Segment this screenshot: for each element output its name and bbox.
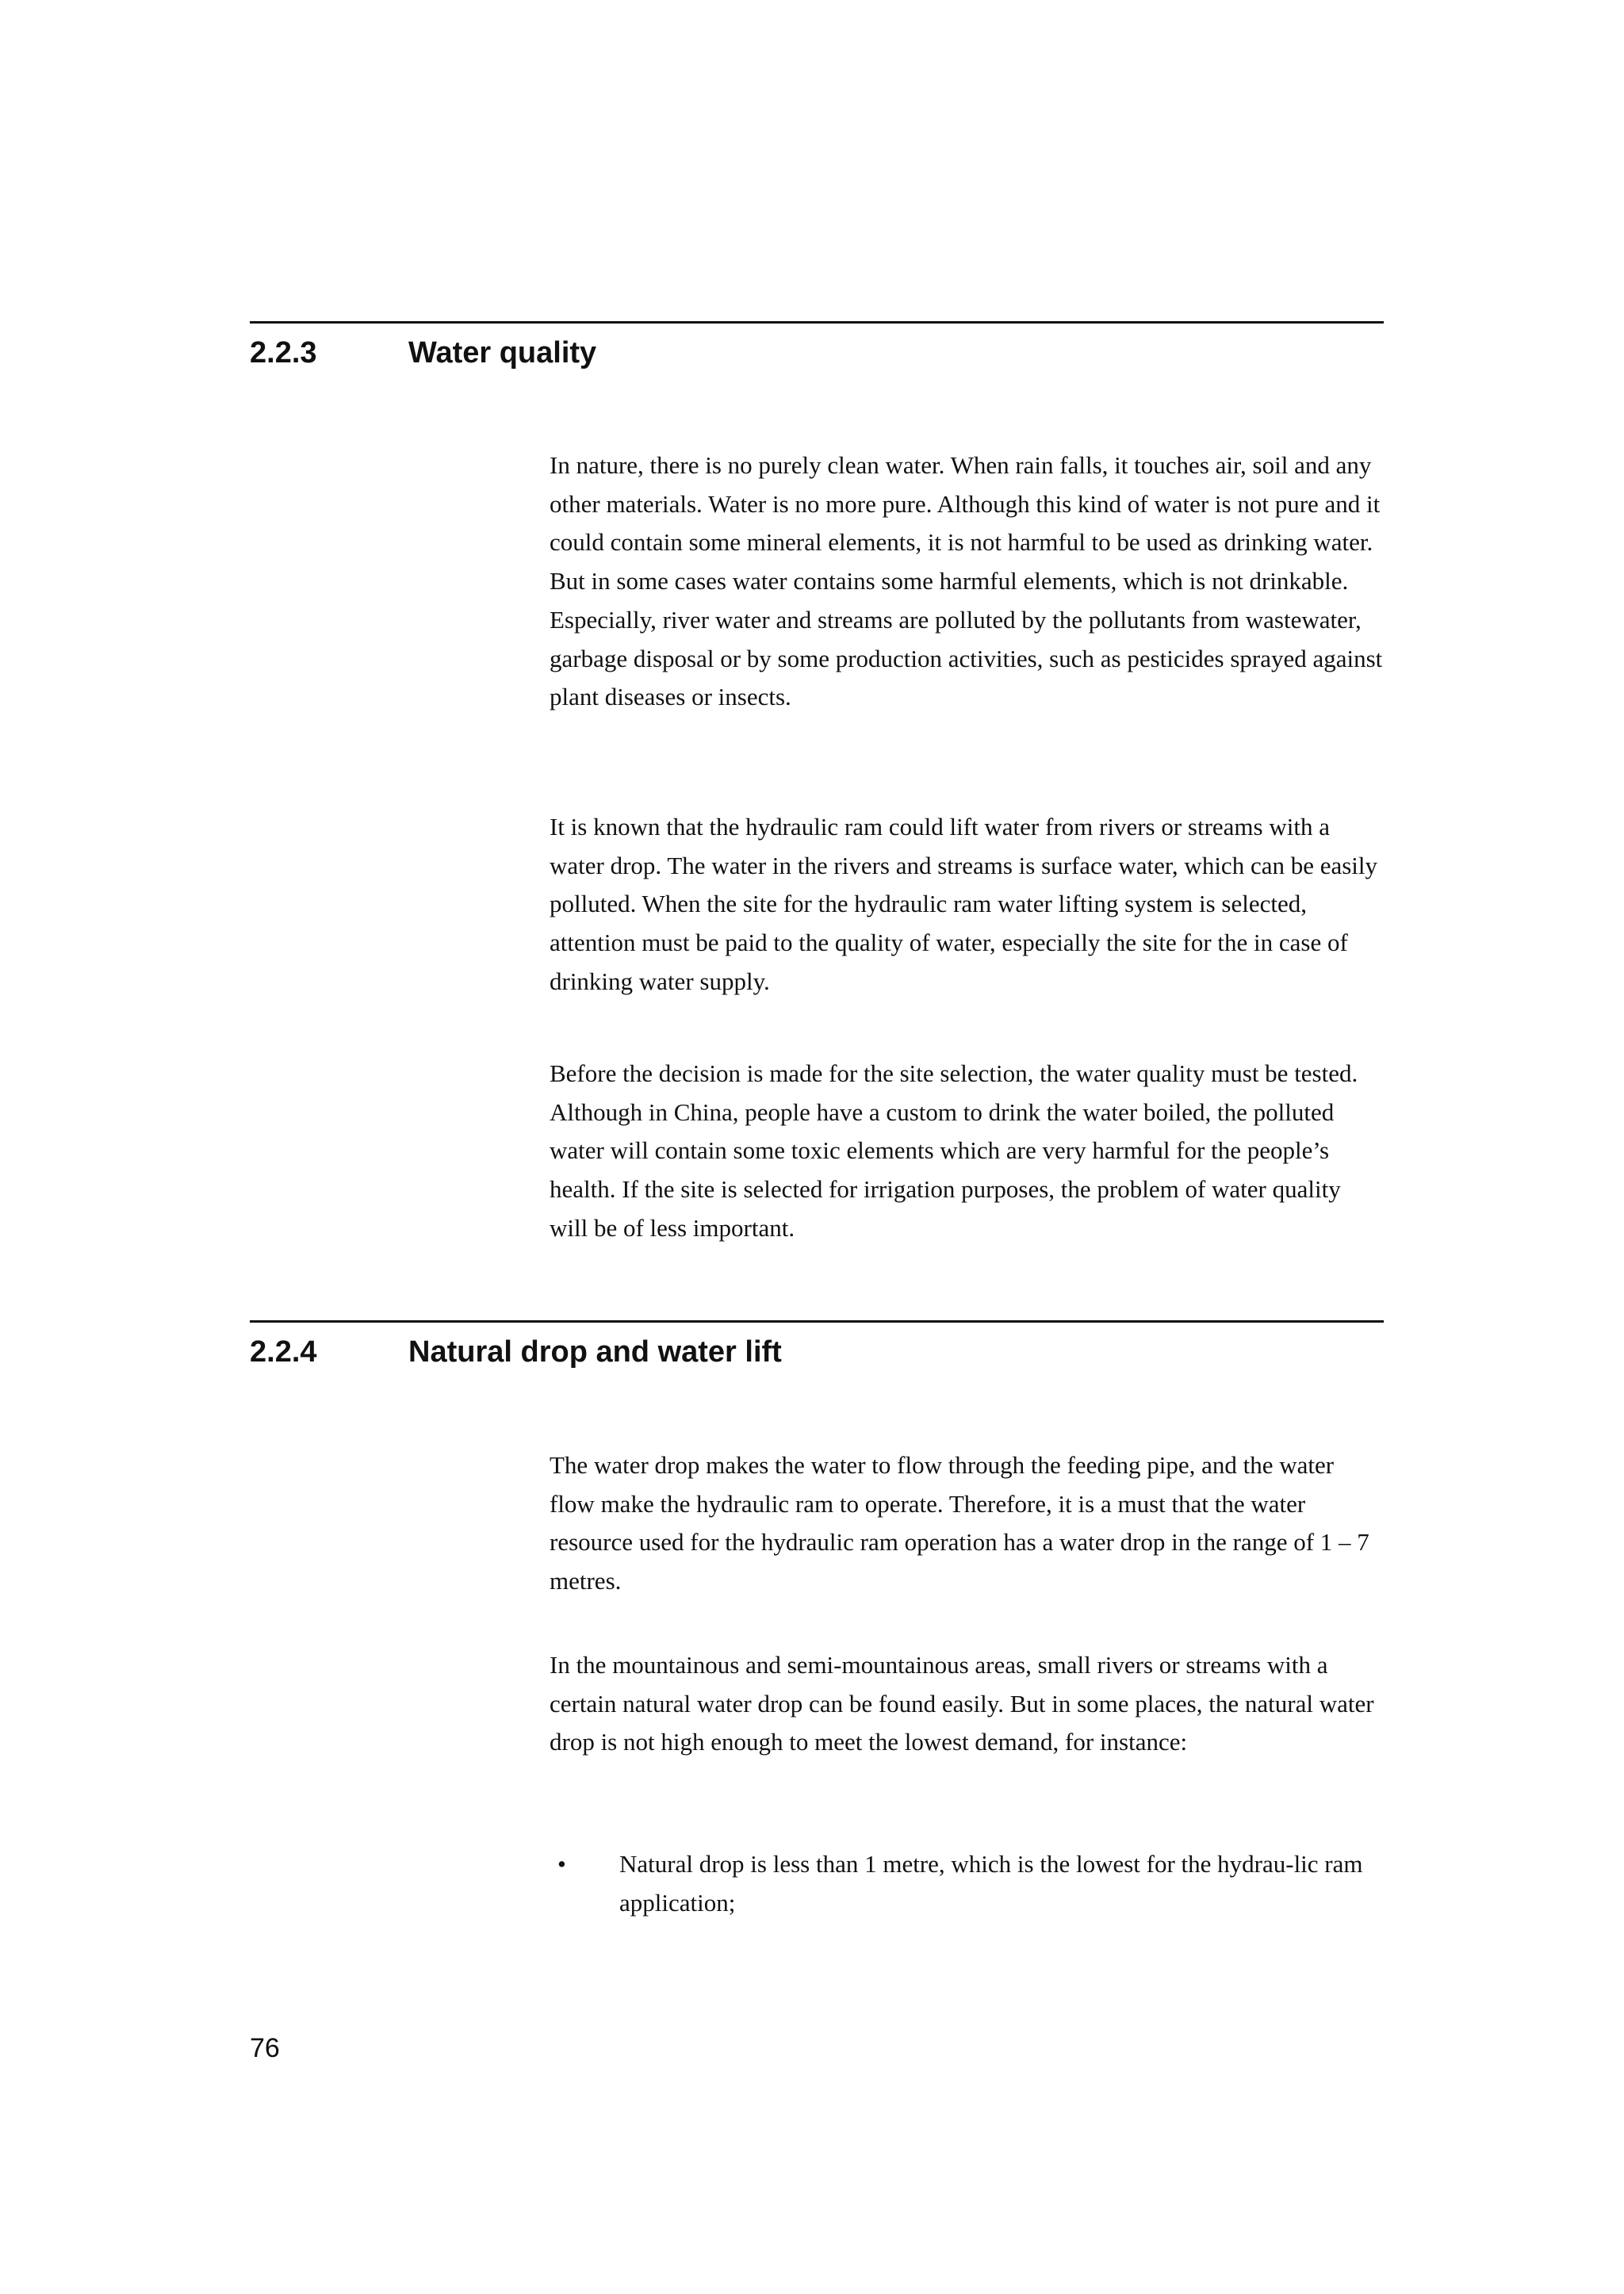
section-rule [250,321,1384,324]
body-paragraph: It is known that the hydraulic ram could lift water from rivers or streams with a water drop. The water in the rivers and streams is surface water, which can be easily polluted. When the site for the hydraulic ram water lifting system is selected, attention must be paid to the quality of water, especially the site for the in case of drinking water supply. [550,813,1378,995]
section-number: 2.2.4 [250,1335,317,1369]
section-title: Water quality [408,336,597,370]
section-rule [250,1320,1384,1323]
body-paragraph: In nature, there is no purely clean water. When rain falls, it touches air, soil and any other materials. Water is no more pure. Although this kind of water is not pure and it could contain some mineral elements, it is not harmful to be used as drinking water. But in some cases water contains some harmful elements, which is not drinkable. Especially, river water and streams are polluted by the pollutants from wastewater, garbage disposal or by some production activities, such as pesticides sprayed against plant diseases or insects. [550,451,1383,711]
section-heading [250,329,1384,377]
section-number: 2.2.3 [250,336,317,370]
page-number: 76 [250,2033,280,2063]
section-heading [250,1328,1384,1376]
bullet-text: Natural drop is less than 1 metre, which is the lowest for the hydrau-lic ram application; [619,1850,1363,1917]
body-paragraph: The water drop makes the water to flow through the feeding pipe, and the water flow make the hydraulic ram to operate. Therefore, it is a must that the water resource used for the hydraulic ram operation has a water drop in the range of 1 – 7 metres. [550,1451,1369,1595]
body-paragraph: Before the decision is made for the site selection, the water quality must be tested. Although in China, people have a custom to drink the water boiled, the polluted water will contain some toxic elements which are very harmful for the people’s health. If the site is selected for irrigation purposes, the problem of water quality will be of less important. [550,1059,1358,1242]
body-paragraph: In the mountainous and semi-mountainous areas, small rivers or streams with a certain natural water drop can be found easily. But in some places, the natural water drop is not high enough to meet the lowest demand, for instance: [550,1651,1374,1756]
bullet-icon: • [557,1850,566,1878]
section-title: Natural drop and water lift [408,1335,782,1369]
